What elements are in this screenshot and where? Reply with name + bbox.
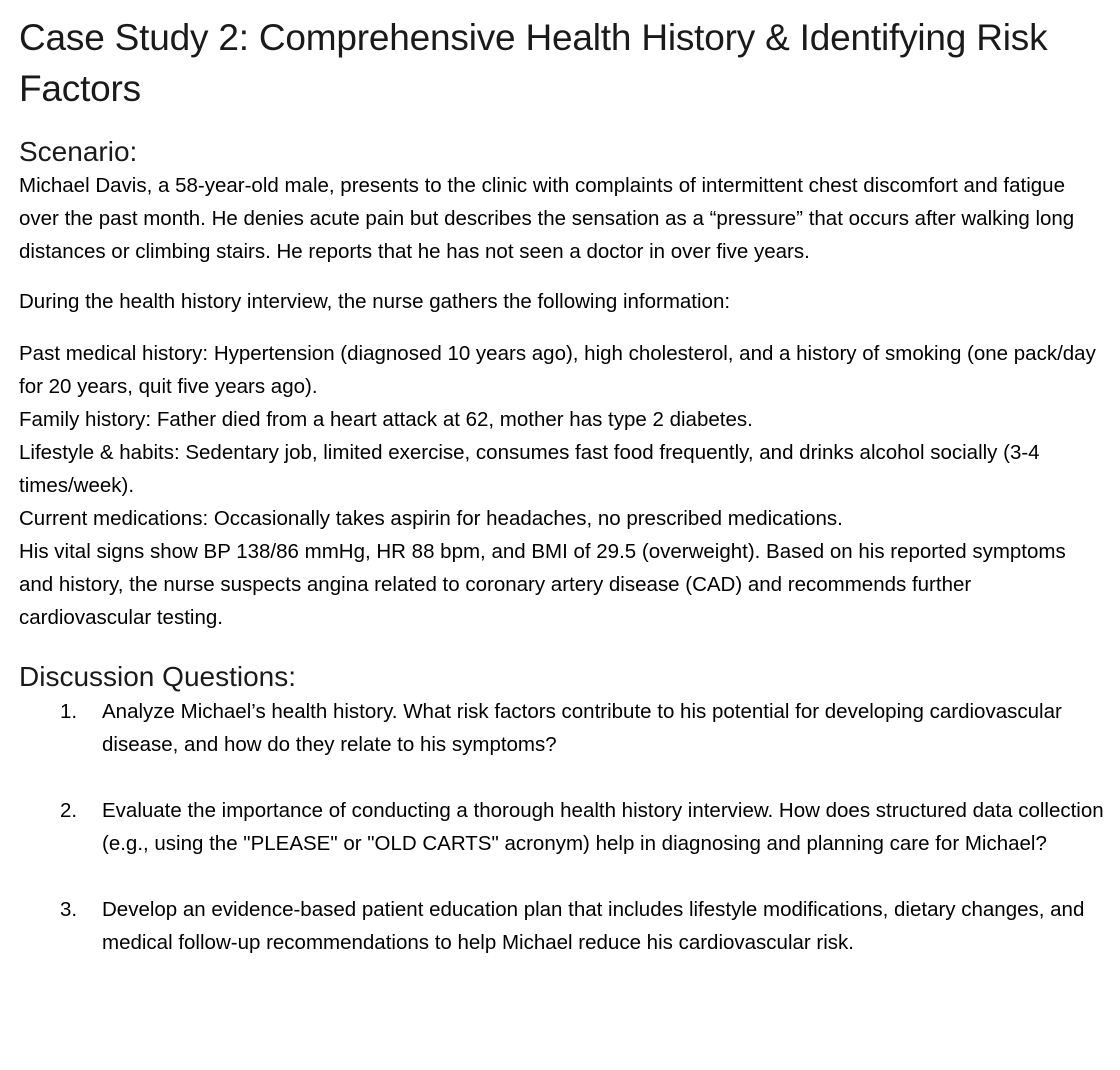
list-item — [19, 893, 1104, 959]
question-number: 1. — [60, 700, 78, 723]
question-text: Develop an evidence-based patient education plan that includes lifestyle modifications, dietary changes, and medical follow-up recommendations to help Michael reduce his cardiovascular risk. — [102, 898, 1085, 954]
past-medical-history: Past medical history: Hypertension (diagnosed 10 years ago), high cholesterol, and a history of smoking (one pack/day for 20 years, quit five years ago). — [19, 342, 1096, 398]
question-text: Analyze Michael’s health history. What risk factors contribute to his potential for developing cardiovascular disease, and how do they relate to his symptoms? — [102, 700, 1062, 756]
lifestyle-habits: Lifestyle & habits: Sedentary job, limited exercise, consumes fast food frequently, and drinks alcohol socially (3-4 times/week). — [19, 441, 1040, 497]
list-item — [19, 794, 1104, 860]
document-page — [19, 0, 1104, 992]
question-text: Evaluate the importance of conducting a thorough health history interview. How does structured data collection (e.g., using the "PLEASE" or "OLD CARTS" acronym) help in diagnosing and planning care for Michael? — [102, 799, 1104, 855]
discussion-heading: Discussion Questions: — [19, 661, 297, 692]
scenario-heading: Scenario: — [19, 136, 138, 167]
scenario-body — [19, 169, 1104, 634]
family-history: Family history: Father died from a heart attack at 62, mother has type 2 diabetes. — [19, 408, 753, 431]
scenario-paragraph-interview: During the health history interview, the nurse gathers the following information: — [19, 290, 731, 313]
question-number: 2. — [60, 799, 78, 822]
list-item — [19, 695, 1104, 761]
scenario-paragraph-intro: Michael Davis, a 58-year-old male, presents to the clinic with complaints of intermittent chest discomfort and fatigue over the past month. He denies acute pain but describes the sensation as a “pressure” that occurs after walking long distances or climbing stairs. He reports that he has not seen a doctor in over five years. — [19, 174, 1075, 263]
discussion-questions-list — [19, 695, 1104, 959]
vital-signs: His vital signs show BP 138/86 mmHg, HR 88 bpm, and BMI of 29.5 (overweight). Based on his reported symptoms and history, the nurse suspects angina related to coronary artery disease (CAD) and recommends further cardiovascular testing. — [19, 540, 1066, 629]
document-title: Case Study 2: Comprehensive Health History & Identifying Risk Factors — [19, 17, 1048, 109]
current-medications: Current medications: Occasionally takes aspirin for headaches, no prescribed medications. — [19, 507, 843, 530]
question-number: 3. — [60, 898, 78, 921]
